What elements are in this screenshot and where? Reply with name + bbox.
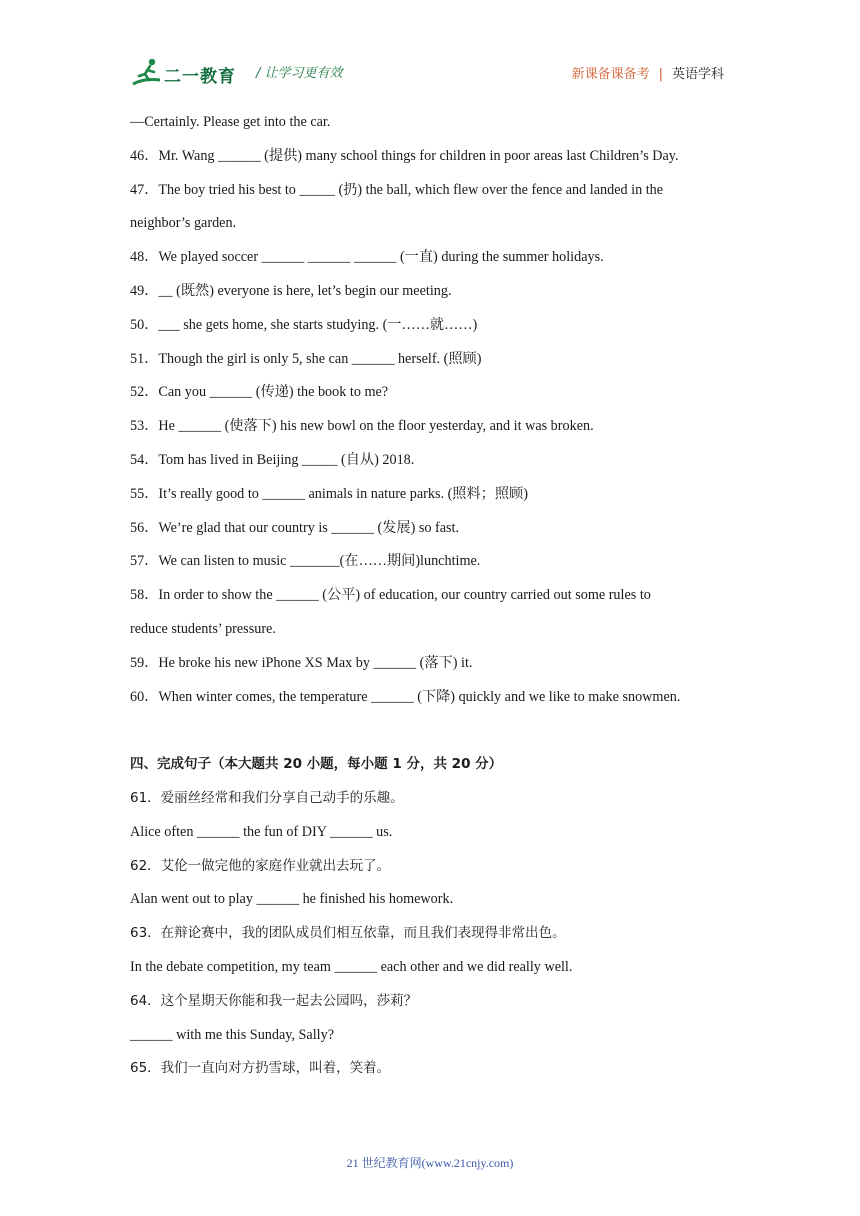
page-footer: 21 世纪教育网(www.21cnjy.com) — [346, 1156, 514, 1170]
question-52: 52．Can you ______ (传递) the book to me? — [130, 384, 389, 401]
header-separator: | — [658, 67, 663, 82]
header-right — [572, 63, 724, 82]
spacer — [130, 716, 740, 750]
question-56: 56．We’re glad that our country is ______ (发展) so fast. — [130, 519, 460, 536]
question-58-cont: reduce students’ pressure. — [130, 620, 276, 637]
question-63-en: In the debate competition, my team ______ each other and we did really well. — [130, 958, 573, 975]
header-subject: 英语学科 — [671, 67, 724, 82]
runner-logo-icon — [130, 56, 164, 90]
question-54: 54．Tom has lived in Beijing _____ (自从) 2018. — [130, 451, 415, 468]
question-47-cont: neighbor’s garden. — [130, 215, 237, 232]
question-64-en: ______ with me this Sunday, Sally? — [130, 1026, 334, 1043]
text-line: —Certainly. Please get into the car. — [130, 114, 331, 130]
question-47: 47．The boy tried his best to _____ (扔) the ball, which flew over the fence and landed in the — [130, 181, 664, 198]
question-65-cn: 65．我们一直向对方扔雪球，叫着，笑着。 — [130, 1060, 391, 1077]
question-53: 53．He ______ (使落下) his new bowl on the floor yesterday, and it was broken. — [130, 418, 594, 435]
question-59: 59．He broke his new iPhone XS Max by ______ (落下) it. — [130, 654, 473, 671]
slogan: / 让学习更有效 — [256, 66, 343, 81]
header-tag-prep: 新课备课备考 — [571, 67, 650, 82]
question-62-cn: 62．艾伦一做完他的家庭作业就出去玩了。 — [130, 857, 391, 874]
section-title: 四、完成句子（本大题共 20 小题，每小题 1 分，共 20 分） — [130, 756, 503, 773]
question-46: 46．Mr. Wang ______ (提供) many school things for children in poor areas last Children’s Day. — [130, 147, 679, 164]
question-61-en: Alice often ______ the fun of DIY ______ us. — [130, 823, 393, 840]
worksheet-content — [130, 108, 740, 1088]
question-51: 51．Though the girl is only 5, she can ______ herself. (照顾) — [130, 350, 482, 367]
question-55: 55．It’s really good to ______ animals in nature parks. (照料；照顾) — [130, 485, 528, 502]
question-61-cn: 61．爱丽丝经常和我们分享自己动手的乐趣。 — [130, 789, 404, 806]
question-62-en: Alan went out to play ______ he finished his homework. — [130, 891, 454, 908]
question-49: 49．__ (既然) everyone is here, let’s begin our meeting. — [130, 282, 452, 299]
question-60: 60．When winter comes, the temperature ______ (下降) quickly and we like to make snowmen. — [130, 688, 681, 705]
question-63-cn: 63．在辩论赛中，我的团队成员们相互依靠，而且我们表现得非常出色。 — [130, 925, 566, 942]
question-58: 58．In order to show the ______ (公平) of education, our country carried out some rules to — [130, 587, 651, 604]
logo — [130, 56, 245, 90]
question-50: 50．___ she gets home, she starts studying. (一……就……) — [130, 316, 478, 333]
question-57: 57．We can listen to music _______(在……期间)lunchtime. — [130, 553, 481, 570]
question-64-cn: 64．这个星期天你能和我一起去公园吗，莎莉？ — [130, 992, 418, 1009]
page-header — [130, 56, 730, 90]
logo-text: 二一教育 — [164, 67, 236, 87]
question-48: 48．We played soccer ______ ______ ______ (一直) during the summer holidays. — [130, 249, 604, 266]
